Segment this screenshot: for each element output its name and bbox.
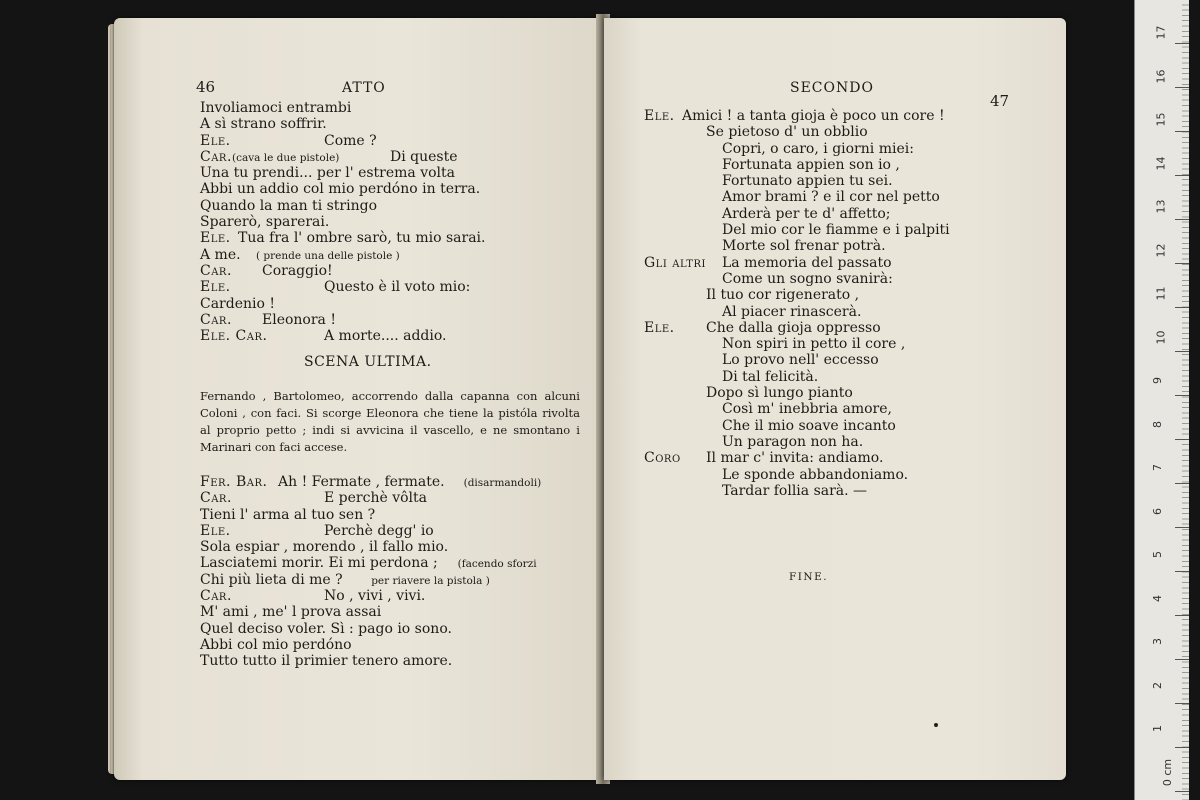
speaker-name: Ele. — [644, 108, 675, 124]
ruler-label: 1 — [1151, 725, 1164, 732]
verse-text: Lo provo nell' eccesso — [722, 352, 879, 369]
ruler-label: 9 — [1151, 377, 1164, 384]
verse-text: La memoria del passato — [722, 254, 892, 271]
verse-text: Questo è il voto mio: — [324, 279, 471, 296]
speaker-name: Ele. Car. — [200, 328, 268, 345]
verse-text: Se pietoso d' un obblio — [706, 124, 868, 141]
speaker-name: Ele. — [200, 230, 231, 247]
verse-text: Chi più lieta di me ? — [200, 571, 343, 588]
verse-text: Fortunata appien son io , — [722, 156, 900, 173]
page-number-right: 47 — [990, 92, 1010, 110]
verse-text: Il mar c' invita: andiamo. — [706, 450, 884, 467]
verse-text: Tieni l' arma al tuo sen ? — [200, 506, 376, 523]
verse-text: Lasciatemi morir. Ei mi perdona ; — [200, 555, 438, 572]
ruler-label: 16 — [1154, 69, 1168, 83]
speaker-name: Gli altri — [644, 254, 706, 271]
verse-text: Dopo sì lungo pianto — [706, 385, 853, 402]
speaker-name: Ele. — [200, 132, 231, 149]
ruler-label: 17 — [1154, 25, 1168, 40]
verse-text: Quel deciso voler. Sì : pago io sono. — [200, 620, 452, 637]
verse-text: Coraggio! — [262, 262, 333, 279]
verse-text: Del mio cor le fiamme e i palpiti — [722, 222, 950, 239]
verse-text: Sola espiar , morendo , il fallo mio. — [200, 539, 449, 556]
verse-text: Abbi un addio col mio perdóno in terra. — [200, 181, 481, 198]
ruler-label: 15 — [1154, 112, 1168, 127]
verse-text: A sì strano soffrir. — [200, 116, 327, 133]
verse-text: Tua fra l' ombre sarò, tu mio sarai. — [238, 230, 486, 247]
ink-spot — [934, 723, 938, 727]
verse-text: Tutto tutto il primier tenero amore. — [200, 653, 453, 670]
left-page — [114, 18, 600, 780]
verse-text: Come un sogno svanirà: — [722, 270, 893, 287]
verse-text: Sparerò, sparerai. — [200, 214, 330, 231]
stage-note: (cava le due pistole) — [232, 151, 340, 164]
right-page — [604, 18, 1066, 780]
verse-text: Tardar follia sarà. — — [722, 482, 868, 499]
verse-text: Di queste — [390, 148, 458, 165]
verse-text: Quando la man ti stringo — [200, 197, 378, 214]
open-book — [110, 14, 1070, 784]
fine-label: FINE. — [789, 571, 829, 583]
ruler-label: 2 — [1151, 681, 1164, 689]
ruler-label: 5 — [1151, 551, 1164, 558]
verse-text: Il tuo cor rigenerato , — [706, 287, 860, 304]
verse-text: Amici ! a tanta gioja è poco un core ! — [682, 108, 945, 124]
ruler-label: 8 — [1151, 420, 1164, 428]
speaker-name: Car. — [200, 588, 232, 605]
verse-text: Al piacer rinascerà. — [722, 303, 862, 320]
verse-text: Una tu prendi... per l' estrema volta — [200, 165, 456, 182]
stage-direction: Fernando , Bartolomeo, accorrendo dalla capanna con alcuni Coloni , con faci. Si scorge Eleonora che tiene la pistóla rivolta al proprio petto ; indi si avvicina il vascello, e ne smontano i Marinari con faci accese. — [200, 389, 580, 454]
verse-text: A morte.... addio. — [324, 328, 447, 345]
verse-text: Abbi col mio perdóno — [200, 636, 352, 653]
verse-text: Che dalla gioja oppresso — [706, 319, 881, 336]
running-head-left: ATTO — [342, 80, 386, 96]
speaker-name: Car. — [200, 490, 232, 507]
ruler-label: 14 — [1154, 156, 1168, 170]
speaker-name: Ele. — [200, 522, 231, 539]
verse-text: Involiamoci entrambi — [200, 100, 352, 116]
verse-text: Che il mio soave incanto — [722, 417, 896, 434]
stage-note: (facendo sforzi — [457, 558, 537, 571]
verse-text: Cardenio ! — [200, 295, 275, 312]
speaker-name: Car. — [200, 262, 232, 279]
verse-text: Morte sol frenar potrà. — [722, 238, 886, 255]
verse-text: Copri, o caro, i giorni miei: — [722, 140, 914, 157]
ruler-label: 11 — [1154, 286, 1168, 301]
verse-text: Eleonora ! — [262, 311, 336, 328]
scene-heading: SCENA ULTIMA. — [304, 354, 432, 370]
verse-text: Arderà per te d' affetto; — [722, 205, 891, 222]
verse-text: M' ami , me' l prova assai — [200, 604, 382, 621]
speaker-name: Coro — [644, 450, 681, 467]
verse-text: Le sponde abbandoniamo. — [722, 466, 909, 483]
speaker-name: Ele. — [200, 279, 231, 296]
stage-note: (disarmandoli) — [463, 477, 542, 489]
verse-text: Perchè degg' io — [324, 522, 434, 539]
speaker-name: Car. — [200, 311, 232, 328]
speaker-name: Fer. Bar. — [200, 474, 268, 490]
page-number-left: 46 — [196, 78, 216, 96]
verse-text: Non spiri in petto il core , — [722, 336, 906, 353]
ruler-label: 12 — [1154, 243, 1168, 257]
ruler-label: 6 — [1151, 507, 1164, 515]
running-head-right: SECONDO — [790, 80, 874, 96]
ruler-label: 10 — [1154, 330, 1168, 344]
verse-text: Fortunato appien tu sei. — [722, 173, 893, 190]
ruler-label: 7 — [1151, 464, 1164, 471]
speaker-name: Ele. — [644, 319, 675, 336]
verse-text: Amor brami ? e il cor nel petto — [722, 189, 940, 206]
verse-text: Di tal felicità. — [722, 368, 819, 385]
speaker-name: Car. — [200, 148, 232, 165]
verse-text: Così m' inebbria amore, — [722, 401, 892, 418]
verse-text: No , vivi , vivi. — [324, 588, 426, 605]
verse-text: Ah ! Fermate , fermate. — [278, 474, 445, 490]
stage-note: per riavere la pistola ) — [371, 574, 490, 587]
verse-text: E perchè vôlta — [324, 490, 427, 507]
verse-text: Come ? — [324, 132, 377, 149]
stage-note: ( prende una delle pistole ) — [256, 249, 400, 262]
ruler-label: 3 — [1151, 638, 1164, 645]
verse-text: A me. — [200, 246, 241, 263]
ruler-label: 4 — [1151, 594, 1164, 602]
ruler-label: 0 cm — [1161, 758, 1175, 786]
ruler-label: 13 — [1154, 199, 1168, 214]
verse-text: Un paragon non ha. — [722, 433, 864, 450]
